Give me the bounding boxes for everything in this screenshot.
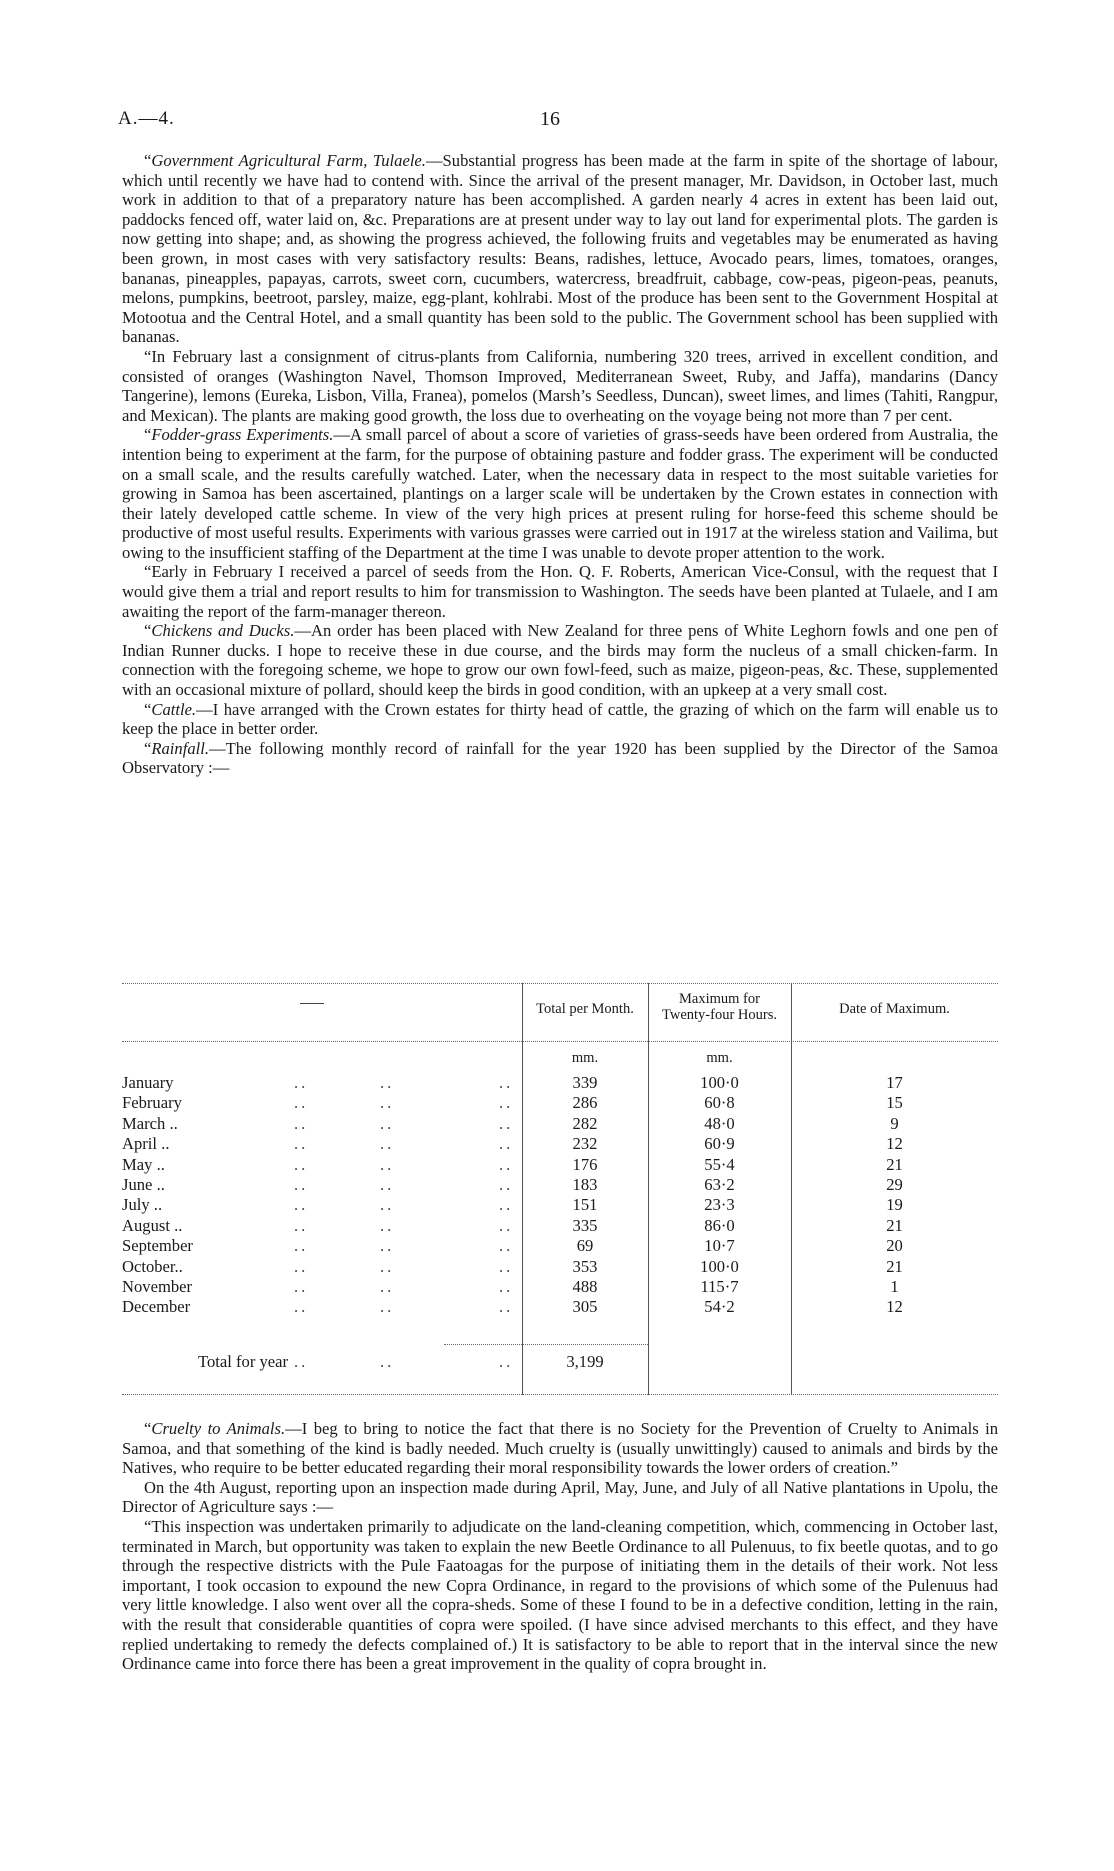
paragraph-heading: Government Agricultural Farm, Tulaele.	[151, 151, 426, 170]
leader-dots: ..	[499, 1195, 514, 1215]
monthly-total: 353	[572, 1256, 598, 1276]
leader-dots: ..	[380, 1277, 395, 1296]
leader-dots: ..	[499, 1215, 514, 1235]
leader-dots: ..	[294, 1236, 309, 1256]
leader-dots: ..	[294, 1215, 309, 1235]
paragraph-chickens-ducks	[122, 621, 998, 699]
leader-dots: ..	[294, 1154, 309, 1174]
month-name: January	[122, 1073, 174, 1092]
table-row	[122, 1257, 998, 1277]
date-of-maximum: 21	[886, 1256, 903, 1276]
leader-dots: ..	[294, 1093, 309, 1113]
leader-dots: ..	[294, 1073, 309, 1092]
paragraph-body: Early in February I received a parcel of seeds from the Hon. Q. F. Roberts, American Vice-Consul, with the request that I would give them a trial and report results to him for transmission to Washington. The seeds have been planted at Tulaele, and I am awaiting the report of the farm-manager thereon.	[122, 562, 998, 621]
monthly-total: 339	[572, 1073, 598, 1092]
leader-dots: ..	[380, 1134, 395, 1154]
max-24h: 55·4	[704, 1154, 735, 1174]
leader-dots: ..	[499, 1134, 514, 1154]
leader-dots: ..	[499, 1256, 514, 1276]
table-top-rule	[122, 983, 998, 984]
rainfall-table	[122, 983, 998, 1395]
report-text-lower	[122, 1419, 998, 1674]
date-of-maximum: 19	[886, 1195, 903, 1215]
leader-dots: ..	[380, 1352, 395, 1371]
date-of-maximum: 15	[886, 1093, 903, 1113]
leader-dots: ..	[499, 1093, 514, 1113]
table-row	[122, 1134, 998, 1154]
total-for-year-value: 3,199	[566, 1352, 604, 1371]
monthly-total: 176	[572, 1154, 598, 1174]
date-of-maximum: 12	[886, 1297, 903, 1317]
date-of-maximum: 21	[886, 1215, 903, 1235]
table-row	[122, 1114, 998, 1134]
leader-dots: ..	[499, 1297, 514, 1317]
paragraph-cattle	[122, 700, 998, 739]
page-number: 16	[540, 108, 560, 130]
quote-mark: “	[144, 425, 152, 445]
quote-mark: “	[144, 621, 152, 641]
month-name: May ..	[122, 1154, 165, 1174]
max-24h: 54·2	[704, 1297, 735, 1317]
paragraph-inspection-intro	[122, 1478, 998, 1517]
paragraph-fodder-grass	[122, 425, 998, 562]
quote-mark: “	[144, 1419, 152, 1438]
paragraph-body: —Substantial progress has been made at the farm in spite of the shortage of labour, which until recently we have had to contend with. Since the arrival of the present manager, Mr. Davidson, in October last, much work in addition to that of a preparatory nature has been accomplished. A garden nearly 4 acres in extent has been laid out, paddocks fenced off, water laid on, &c. Preparations are at present under way to lay out land for experimental plots. The garden is now getting into shape; and, as showing the progress achieved, the following fruits and vegetables may be enumerated as having been grown, in most cases with very satisfactory results: Beans, radishes, lettuce, Avocado pears, limes, tomatoes, oranges, bananas, pineapples, papayas, carrots, sweet corn, cucumbers, watercress, breadfruit, cabbage, cow-peas, pigeon-peas, peanuts, melons, pumpkins, beetroot, parsley, maize, egg-plant, kohlrabi. Most of the produce has been sent to the Government Hospital at Motootua and the Central Hotel, and a small quantity has been sold to the public. The Government school has been supplied with bananas.	[122, 151, 998, 347]
max-24h: 86·0	[704, 1215, 735, 1235]
table-row	[122, 1195, 998, 1215]
max-24h: 60·9	[704, 1134, 735, 1154]
monthly-total: 183	[572, 1175, 598, 1194]
leader-dots: ..	[294, 1297, 309, 1317]
monthly-total: 151	[572, 1195, 598, 1215]
table-row	[122, 1155, 998, 1175]
month-name: February	[122, 1093, 182, 1113]
leader-dots: ..	[294, 1113, 309, 1133]
date-of-maximum: 20	[886, 1236, 903, 1256]
leader-dots: ..	[380, 1093, 395, 1113]
max-24h: 100·0	[700, 1073, 739, 1092]
paragraph-body: This inspection was undertaken primarily to adjudicate on the land-cleaning competition, which, commencing in October last, terminated in March, but opportunity was taken to explain the new Beetle Ordinance to all Pulenuus, to fix beetle quotas, and to go through the respective districts with the Pule Faatoagas for the purpose of initiating them in the details of their work. Not less important, I took occasion to expound the new Copra Ordinance, in regard to the provisions of which some of the Pulenuus had very little knowledge. I also went over all the copra-sheds. Some of these I found to be in a defective condition, letting in the rain, with the result that considerable quantities of copra were spoiled. (I have since advised merchants to this effect, and they have replied undertaking to remedy the defects complained of.) It is satisfactory to be able to report that in the interval since the new Ordinance came into force there has been a great improvement in the quality of copra brought in.	[122, 1516, 998, 1674]
month-name: October..	[122, 1256, 183, 1276]
leader-dots: ..	[380, 1297, 395, 1317]
leader-dots: ..	[380, 1073, 395, 1092]
leader-dots: ..	[499, 1175, 514, 1194]
month-name: July ..	[122, 1195, 163, 1215]
date-of-maximum: 21	[886, 1154, 903, 1174]
paragraph-body: —I beg to bring to notice the fact that there is no Society for the Prevention of Cruelty to Animals in Samoa, and that something of the kind is badly needed. Much cruelty is (usually unwittingly) caused to animals and birds by the Natives, who require to be better educated regarding their moral responsibility towards the lower orders of creation.”	[122, 1419, 999, 1478]
leader-dots: ..	[380, 1195, 395, 1215]
date-of-maximum: 17	[886, 1073, 903, 1092]
table-row	[122, 1277, 998, 1297]
column-header-total: Total per Month.	[536, 1001, 634, 1017]
leader-dots: ..	[499, 1352, 514, 1371]
table-row	[122, 1297, 998, 1317]
max-24h: 48·0	[704, 1113, 735, 1133]
leader-dots: ..	[499, 1113, 514, 1133]
max-24h: 10·7	[704, 1236, 735, 1256]
paragraph-heading: Cattle.	[151, 699, 197, 719]
monthly-total: 282	[572, 1113, 598, 1133]
leader-dots: ..	[380, 1236, 395, 1256]
leader-dots: ..	[294, 1175, 309, 1194]
table-row	[122, 1216, 998, 1236]
month-name: December	[122, 1297, 191, 1317]
leader-dots: ..	[499, 1154, 514, 1174]
column-header-maximum-line1: Maximum for	[679, 991, 760, 1007]
leader-dots: ..	[499, 1277, 514, 1296]
max-24h: 100·0	[700, 1256, 739, 1276]
month-name: April ..	[122, 1134, 170, 1154]
paragraph-body: On the 4th August, reporting upon an inspection made during April, May, June, and July of all Native plantations in Upolu, the Director of Agriculture says :—	[122, 1477, 998, 1517]
date-of-maximum: 29	[886, 1175, 903, 1194]
max-24h: 115·7	[700, 1277, 739, 1296]
leader-dots: ..	[294, 1277, 309, 1296]
table-row	[122, 1175, 998, 1195]
leader-dots: ..	[294, 1256, 309, 1276]
max-24h: 63·2	[704, 1175, 735, 1194]
paragraph-body: —The following monthly record of rainfall for the year 1920 has been supplied by the Director of the Samoa Observatory :—	[122, 738, 998, 778]
max-24h: 23·3	[704, 1195, 735, 1215]
leader-dots: ..	[294, 1134, 309, 1154]
paragraph-rainfall	[122, 739, 998, 778]
paragraph-body: —I have arranged with the Crown estates for thirty head of cattle, the grazing of which on the farm will enable us to keep the place in better order.	[122, 699, 998, 739]
column-header-date: Date of Maximum.	[839, 1001, 950, 1017]
leader-dots: ..	[380, 1175, 395, 1194]
paragraph-body: —An order has been placed with New Zealand for three pens of White Leghorn fowls and one pen of Indian Runner ducks. I hope to receive these in due course, and the birds may form the nucleus of a small chicken-farm. In connection with the foregoing scheme, we hope to grow our own fowl-feed, such as maize, pigeon-peas, &c. These, supplemented with an occasional mixture of pollard, should keep the birds in good condition, with an upkeep at a very small cost.	[122, 621, 998, 700]
table-bottom-rule	[122, 1394, 998, 1395]
month-name: March ..	[122, 1113, 178, 1133]
month-name: June ..	[122, 1175, 165, 1194]
paragraph-heading: Rainfall.	[151, 738, 209, 758]
paragraph-cruelty-animals	[122, 1419, 998, 1478]
paragraph-government-farm	[122, 151, 998, 347]
quote-mark: “	[144, 151, 152, 170]
monthly-total: 69	[576, 1236, 594, 1256]
monthly-total: 232	[572, 1134, 598, 1154]
unit-label-max: mm.	[706, 1050, 733, 1066]
leader-dots: ..	[294, 1195, 309, 1215]
unit-label-total: mm.	[571, 1050, 599, 1066]
paragraph-heading: Cruelty to Animals.	[151, 1419, 286, 1438]
leader-dots: ..	[380, 1154, 395, 1174]
paragraph-body: In February last a consignment of citrus-plants from California, numbering 320 trees, arrived in excellent condition, and consisted of oranges (Washington Navel, Thomson Improved, Mediterranean Sweet, Ruby, and Jaffa), mandarins (Dancy Tangerine), lemons (Eureka, Lisbon, Villa, Franea), pomelos (Marsh’s Seedless, Duncan), sweet limes, and limes (Tahiti, Rangpur, and Mexican). The plants are making good growth, the loss due to overheating on the voyage being not more than 7 per cent.	[122, 346, 998, 425]
month-name: September	[122, 1236, 193, 1256]
table-row	[122, 1236, 998, 1256]
leader-dots: ..	[380, 1113, 395, 1133]
table-row	[122, 1073, 998, 1093]
paragraph-heading: Fodder-grass Experiments.	[151, 425, 334, 445]
paragraph-heading: Chickens and Ducks.	[151, 621, 295, 641]
document-reference: A.—4.	[118, 108, 175, 129]
quote-mark: “	[144, 562, 152, 582]
quote-mark: “	[144, 738, 152, 758]
paragraph-seeds-consul	[122, 562, 998, 621]
quote-mark: “	[144, 699, 152, 719]
leader-dots: ..	[380, 1256, 395, 1276]
leader-dots: ..	[499, 1236, 514, 1256]
leader-dots: ..	[499, 1073, 514, 1092]
quote-mark: “	[144, 346, 152, 366]
column-header-maximum-line2: Twenty-four Hours.	[662, 1007, 777, 1023]
monthly-total: 286	[572, 1093, 598, 1113]
max-24h: 60·8	[704, 1093, 735, 1113]
leader-dots: ..	[294, 1352, 309, 1371]
monthly-total: 488	[572, 1277, 598, 1296]
paragraph-body: —A small parcel of about a score of varieties of grass-seeds have been ordered from Australia, the intention being to experiment at the farm, for the purpose of obtaining pasture and fodder grass. The experiment will be conducted on a small scale, and the results carefully watched. Later, when the necessary data in respect to the most suitable varieties for growing in Samoa has been ascertained, plantings on a larger scale will be undertaken by the Crown estates in connection with their lately developed cattle scheme. In view of the very high prices at present ruling for horse-feed this scheme should be productive of most useful results. Experiments with various grasses were carried out in 1917 at the wireless station and Vailima, but owing to the insufficient staffing of the Department at the time I was unable to devote proper attention to the work.	[122, 425, 998, 562]
total-for-year-label: Total for year	[198, 1352, 289, 1371]
monthly-total: 305	[572, 1297, 598, 1317]
paragraph-citrus-plants	[122, 347, 998, 425]
total-rule	[444, 1344, 648, 1345]
table-header-rule	[122, 1041, 998, 1042]
month-name: November	[122, 1277, 193, 1296]
stub-heading-dash	[300, 1003, 324, 1004]
date-of-maximum: 1	[890, 1277, 899, 1296]
paragraph-inspection-report	[122, 1517, 998, 1674]
report-text-upper	[122, 151, 998, 778]
date-of-maximum: 9	[890, 1113, 899, 1133]
leader-dots: ..	[380, 1215, 395, 1235]
table-row	[122, 1093, 998, 1113]
date-of-maximum: 12	[886, 1134, 903, 1154]
column-header-maximum	[648, 991, 791, 1023]
month-name: August ..	[122, 1215, 183, 1235]
monthly-total: 335	[572, 1215, 598, 1235]
quote-mark: “	[144, 1516, 152, 1536]
